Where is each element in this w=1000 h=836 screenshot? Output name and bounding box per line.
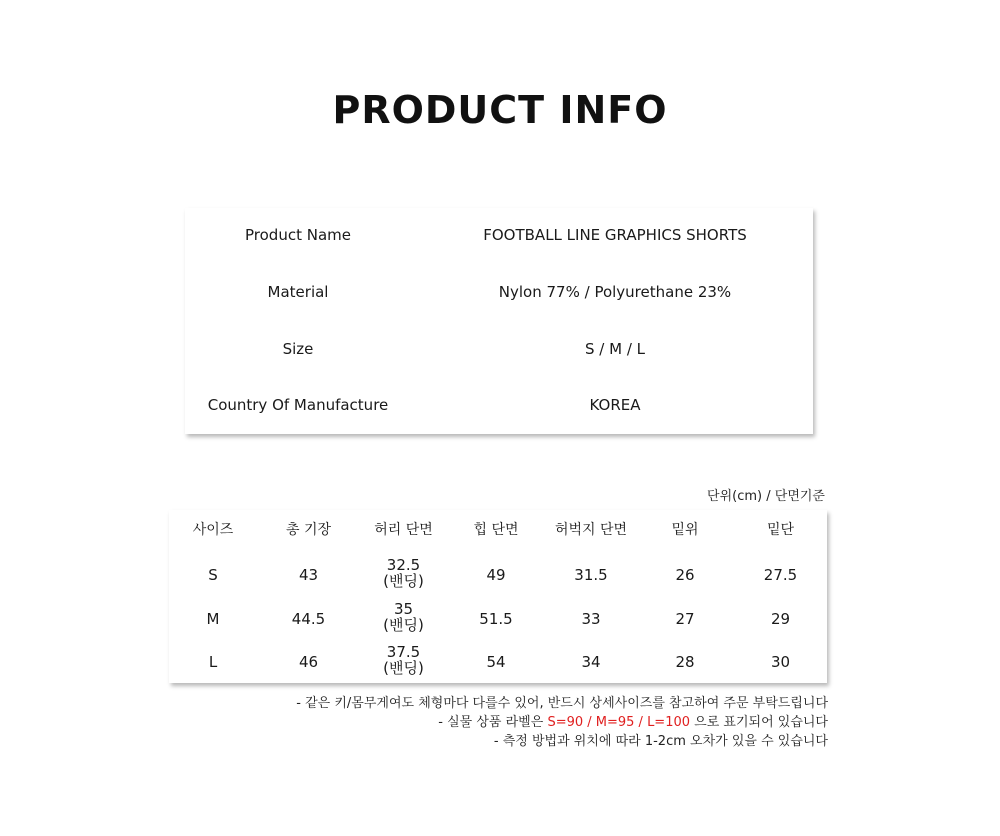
- label-size-highlight: S=90 / M=95 / L=100: [547, 715, 691, 730]
- waist-value: 35: [393, 600, 414, 618]
- header-cell: 허벅지 단면: [554, 522, 628, 538]
- info-value: KOREA: [589, 396, 641, 414]
- info-value: FOOTBALL LINE GRAPHICS SHORTS: [483, 226, 747, 244]
- note-line-2: [296, 713, 828, 732]
- note-line-3: - 측정 방법과 위치에 따라 1-2cm 오차가 있을 수 있습니다: [493, 734, 828, 749]
- info-label: Size: [282, 340, 314, 358]
- header-cell: 사이즈: [192, 522, 234, 538]
- info-label: Product Name: [245, 226, 351, 244]
- hem-cell: 30: [770, 653, 791, 671]
- header-cell: 허리 단면: [374, 522, 433, 538]
- info-value: Nylon 77% / Polyurethane 23%: [498, 283, 732, 301]
- note-line-2-prefix: - 실물 상품 라벨은: [438, 715, 548, 730]
- table-row: [169, 640, 827, 684]
- size-cell: S: [208, 566, 218, 584]
- info-row-product-name: [185, 216, 813, 256]
- info-row-size: [185, 330, 813, 370]
- hip-cell: 49: [486, 566, 506, 584]
- length-cell: 43: [298, 566, 319, 584]
- info-row-country: [185, 386, 813, 426]
- size-notes: [296, 694, 828, 751]
- header-cell: 밑위: [671, 522, 699, 538]
- length-cell: 44.5: [291, 610, 326, 628]
- waist-cell: [356, 557, 451, 589]
- header-cell: 밑단: [766, 522, 795, 538]
- product-info-card: [185, 208, 813, 434]
- info-label: Country Of Manufacture: [207, 396, 389, 414]
- size-chart-header: [169, 510, 827, 554]
- unit-note: 단위(cm) / 단면기준: [707, 489, 825, 504]
- waist-note: (밴딩): [383, 572, 424, 590]
- rise-cell: 26: [675, 566, 695, 584]
- waist-cell: [356, 601, 451, 633]
- note-line-2-suffix: 으로 표기되어 있습니다: [690, 715, 828, 730]
- waist-value: 37.5: [386, 643, 421, 661]
- rise-cell: 28: [675, 653, 695, 671]
- hem-cell: 29: [770, 610, 791, 628]
- header-cell: 총 기장: [285, 522, 332, 538]
- size-cell: L: [208, 653, 218, 671]
- size-cell: M: [206, 610, 220, 628]
- hem-cell: 27.5: [763, 566, 798, 584]
- thigh-cell: 34: [581, 653, 601, 671]
- page-title: PRODUCT INFO: [332, 88, 668, 132]
- info-value: S / M / L: [585, 340, 645, 358]
- note-line-1: - 같은 키/몸무게여도 체형마다 다를수 있어, 반드시 상세사이즈를 참고하여 주문 부탁드립니다: [296, 696, 828, 711]
- waist-note: (밴딩): [383, 616, 424, 634]
- info-label: Material: [267, 283, 329, 301]
- thigh-cell: 31.5: [574, 566, 608, 584]
- rise-cell: 27: [675, 610, 695, 628]
- hip-cell: 54: [486, 653, 506, 671]
- info-row-material: [185, 273, 813, 313]
- waist-note: (밴딩): [383, 659, 424, 677]
- waist-value: 32.5: [386, 556, 421, 574]
- table-row: [169, 553, 827, 597]
- thigh-cell: 33: [581, 610, 601, 628]
- table-row: [169, 597, 827, 641]
- length-cell: 46: [298, 653, 319, 671]
- hip-cell: 51.5: [479, 610, 513, 628]
- header-cell: 힙 단면: [473, 522, 519, 538]
- waist-cell: [356, 644, 451, 676]
- size-chart-card: [169, 510, 827, 683]
